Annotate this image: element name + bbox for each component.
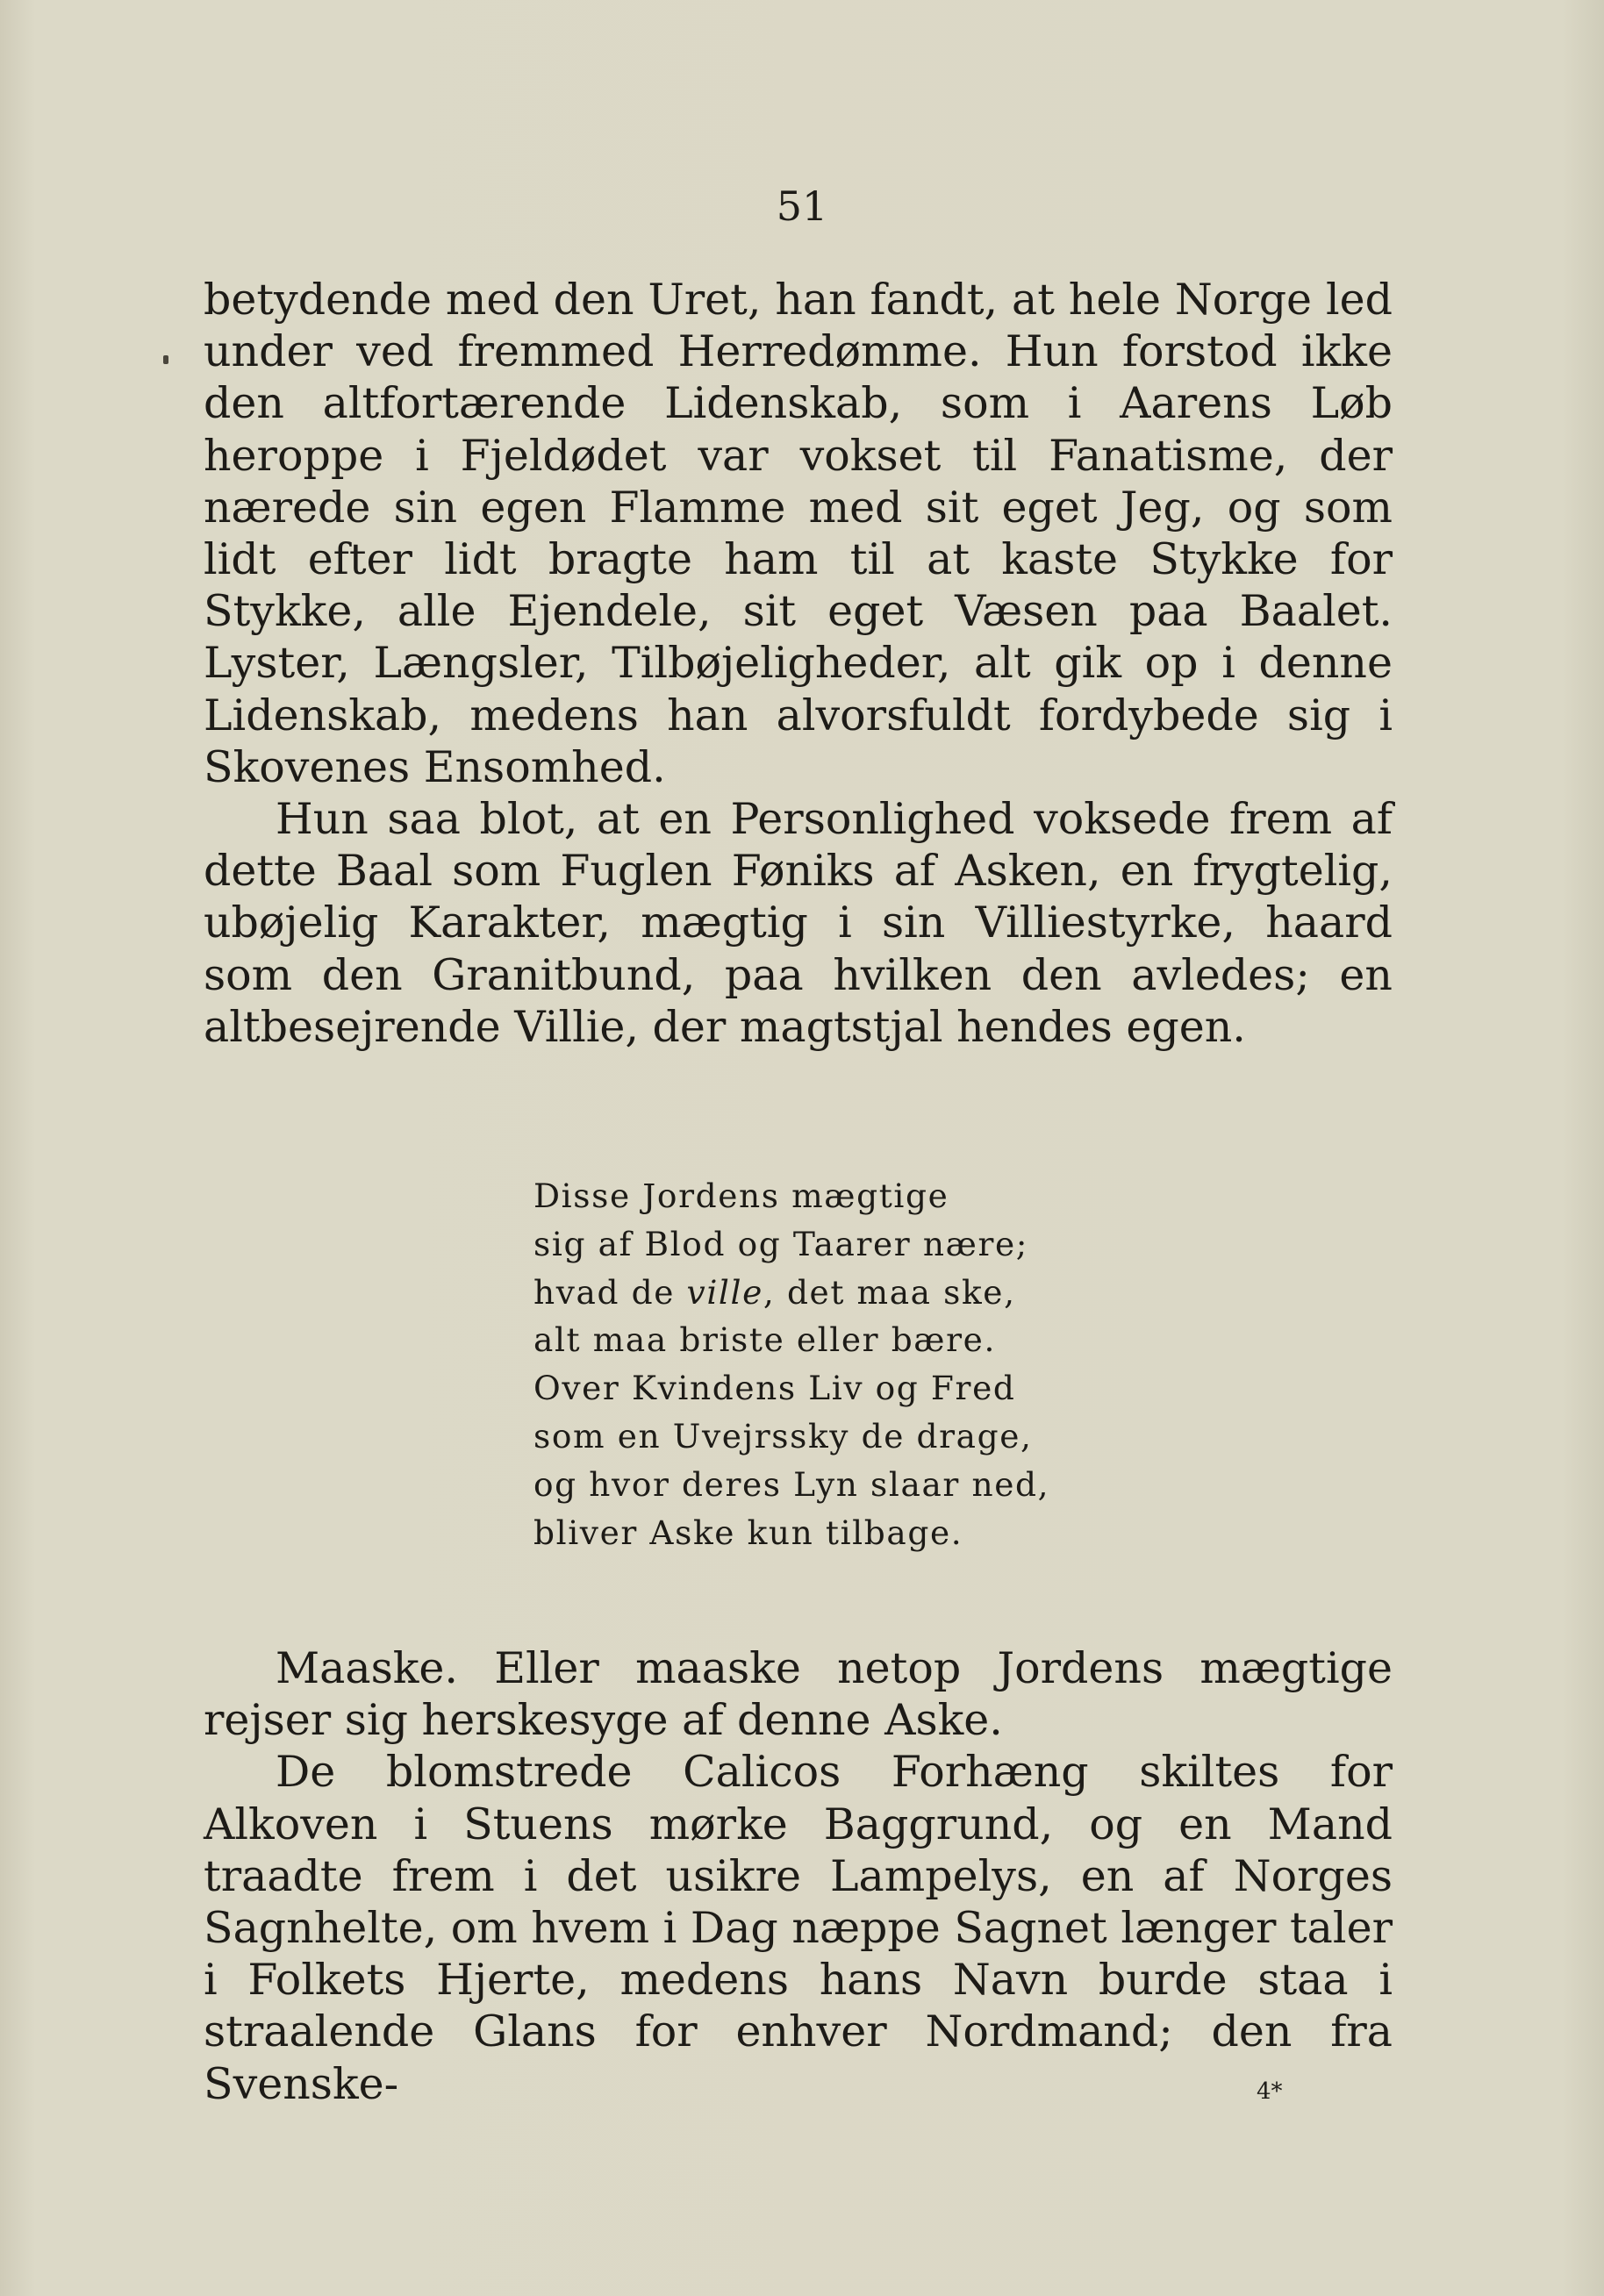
paragraph: De blomstrede Calicos Forhæng skiltes for Alkoven i Stuens mørke Baggrund, og en Mand traadte frem i det usikre Lampelys, en af Norges Sagnhelte, om hvem i Dag næppe Sagnet længer taler i Folkets Hjerte, medens hans Navn burde staa i straalende Glans for enhver Nordmand; den fra Svenske- [204,1747,1393,2109]
poem-emphasis: ville [686,1272,763,1312]
paragraph: betydende med den Uret, han fandt, at hele Norge led under ved fremmed Herredømme. Hun forstod ikke den altfortærende Lidenskab, som i Aarens Løb heroppe i Fjeldødet var vokset til Fanatisme, der nærede sin egen Flamme med sit eget Jeg, og som lidt efter lidt bragte ham til at kaste Stykke for Stykke, alle Ejendele, sit eget Væsen paa Baalet. Lyster, Længsler, Tilbøjeligheder, alt gik op i denne Lidenskab, medens han alvorsfuldt fordybede sig i Skovenes Ensomhed. [204,275,1393,792]
poem-line-end: , det maa ske, [763,1272,1016,1312]
poem-line: som en Uvejrssky de drage, [533,1416,1033,1456]
poem-line: og hvor deres Lyn slaar ned, [533,1464,1050,1504]
page-number: 51 [776,182,828,230]
text-block-top [204,274,1393,1053]
signature-mark: 4* [1257,2078,1283,2105]
poem-line: Over Kvindens Liv og Fred [533,1369,1016,1408]
poem-line: Disse Jordens mægtige [533,1177,949,1215]
poem-stanza [533,1172,1235,1556]
poem-line: sig af Blod og Taarer nære; [533,1224,1029,1263]
paragraph: Maaske. Eller maaske netop Jordens mægtige rejser sig herskesyge af denne Aske. [204,1643,1393,1746]
poem-line-start: hvad de [533,1272,687,1312]
poem-line: alt maa briste eller bære. [533,1320,996,1360]
text-block-bottom [204,1642,1393,2110]
paragraph: Hun saa blot, at en Personlighed voksede frem af dette Baal som Fuglen Føniks af Asken, en frygtelig, ubøjelig Karakter, mægtig i sin Villiestyrke, haard som den Granitbund, paa hvilken den avledes; en altbesejrende Villie, der magtstjal hendes egen. [204,794,1393,1052]
margin-mark [163,355,168,364]
poem-line: bliver Aske kun tilbage. [533,1513,963,1552]
poem-line [533,1269,1235,1317]
